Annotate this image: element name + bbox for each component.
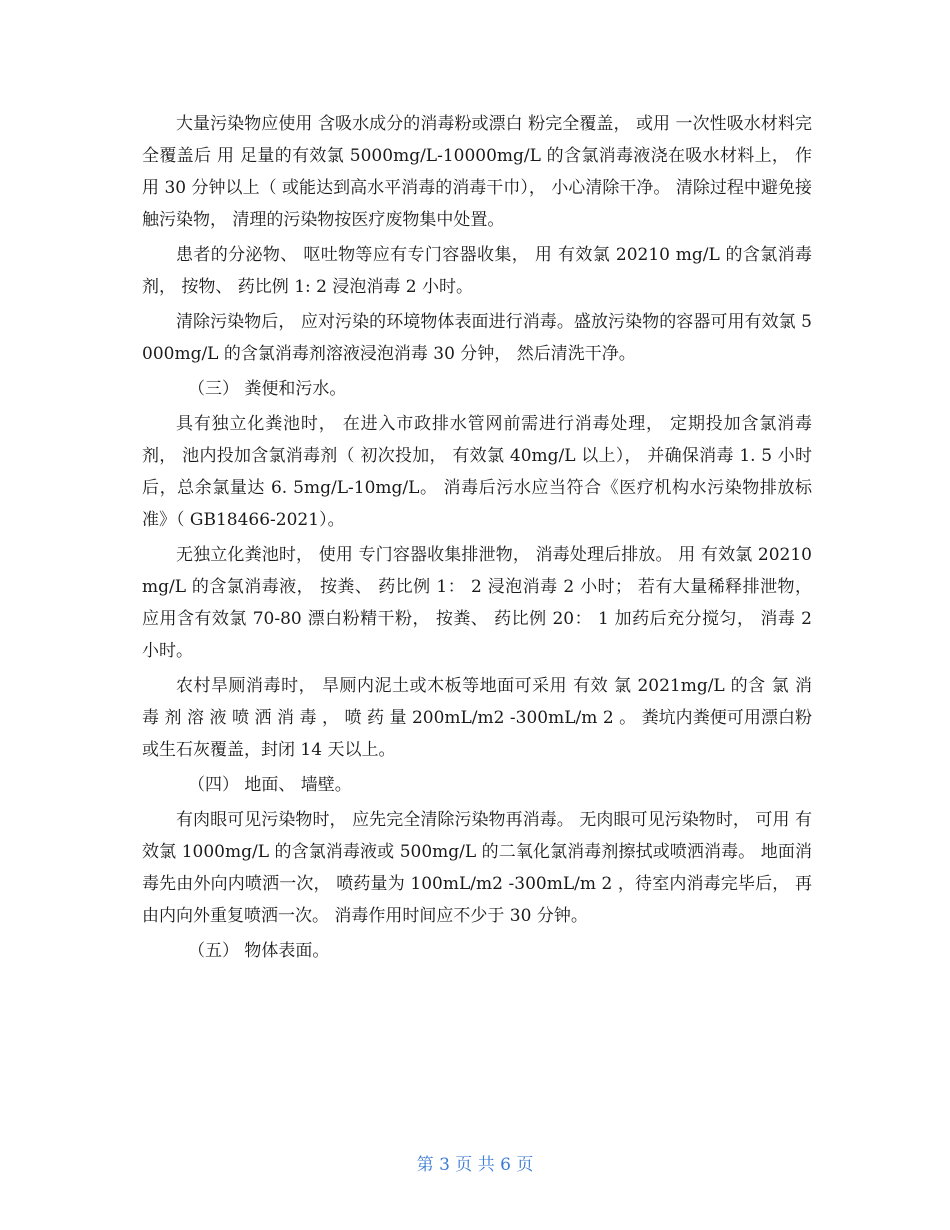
paragraph-no-septic-tank: 无独立化粪池时， 使用 专门容器收集排泄物， 消毒处理后排放。 用 有效氯 20210mg/L 的含氯消毒液， 按粪、 药比例 1： 2 浸泡消毒 2 小时； 若有大量稀释排泄物， 应用含有效氯 70-80 漂白粉精干粉， 按粪、 药比例 20： 1 加药后充分搅匀， 消毒 2 小时。 [142,545,812,661]
paragraph-patient-secretions: 患者的分泌物、 呕吐物等应有专门容器收集， 用 有效氯 20210 mg/L 的含氯消毒剂， 按物、 药比例 1: 2 浸泡消毒 2 小时。 [142,245,812,297]
paragraph-bulk-contaminant: 大量污染物应使用 含吸水成分的消毒粉或漂白 粉完全覆盖， 或用 一次性吸水材料完全覆盖后 用 足量的有效氯 5000mg/L-10000mg/L 的含氯消毒液浇在吸水材料上， 作用 30 分钟以上（ 或能达到高水平消毒的消毒干巾）， 小心清除干净。 清除过程中避免接触污染物， 清理的污染物按医疗废物集中处置。 [142,114,812,230]
paragraph-rural-toilet: 农村旱厕消毒时， 旱厕内泥土或木板等地面可采用 有效 氯 2021mg/L 的含 氯 消 毒 剂 溶 液 喷 洒 消 毒 ， 喷 药 量 200mL/m2 -300mL/m 2 。 粪坑内粪便可用漂白粉或生石灰覆盖，封闭 14 天以上。 [142,676,812,760]
section-heading-floor-walls: （四） 地面、 墙壁。 [188,775,352,795]
paragraph-floor-disinfection: 有肉眼可见污染物时， 应先完全清除污染物再消毒。 无肉眼可见污染物时， 可用 有效氯 1000mg/L 的含氯消毒液或 500mg/L 的二氧化氯消毒剂擦拭或喷洒消毒。 地面消毒先由外向内喷洒一次， 喷药量为 100mL/m2 -300mL/m 2 ，待室内消毒完毕后， 再由内向外重复喷洒一次。 消毒作用时间应不少于 30 分钟。 [142,810,812,926]
document-body [142,108,812,970]
paragraph-septic-tank: 具有独立化粪池时， 在进入市政排水管网前需进行消毒处理， 定期投加含氯消毒剂， 池内投加含氯消毒剂（ 初次投加， 有效氯 40mg/L 以上）， 并确保消毒 1. 5 小时后，总余氯量达 6. 5mg/L-10mg/L。 消毒后污水应当符合《医疗机构水污染物排放标准》（ GB18466-2021）。 [142,414,812,530]
paragraph-after-removal: 清除污染物后， 应对污染的环境物体表面进行消毒。盛放污染物的容器可用有效氯 5000mg/L 的含氯消毒剂溶液浸泡消毒 30 分钟， 然后清洗干净。 [142,312,812,364]
page-number-footer: 第 3 页 共 6 页 [416,1155,534,1175]
section-heading-feces-sewage: （三） 粪便和污水。 [188,379,347,399]
section-heading-object-surfaces: （五） 物体表面。 [188,941,330,961]
